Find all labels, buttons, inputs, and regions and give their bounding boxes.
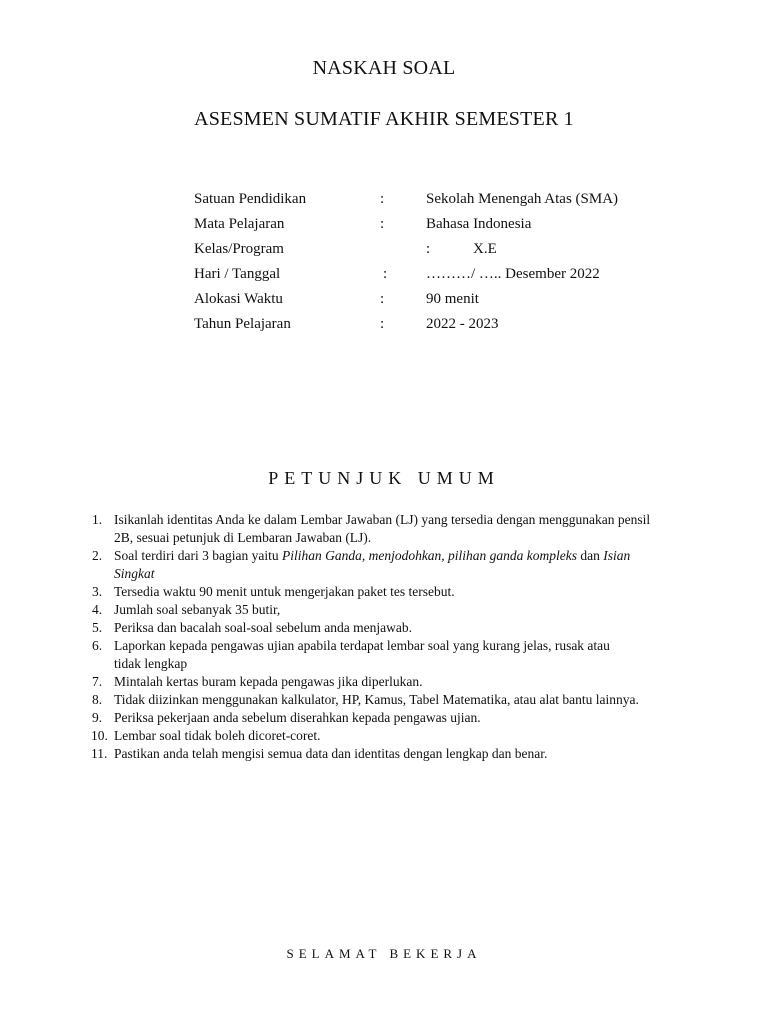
info-row-satuan: [194, 191, 674, 216]
list-number: 5.: [92, 620, 103, 635]
list-item: [92, 709, 702, 727]
list-text: Lembar soal tidak boleh dicoret-coret.: [114, 728, 321, 743]
info-row-tahun: [194, 316, 674, 341]
list-number: 10.: [91, 728, 108, 743]
instructions-list: [92, 511, 702, 763]
closing-text: SELAMAT BEKERJA: [286, 946, 482, 961]
list-item: [92, 511, 702, 547]
info-row-mapel: [194, 216, 674, 241]
list-item: [92, 673, 702, 691]
list-item: [92, 637, 702, 673]
list-item: [92, 601, 702, 619]
list-item: [92, 547, 702, 583]
info-colon: :: [380, 216, 385, 232]
list-number: 9.: [92, 710, 103, 725]
list-text: Jumlah soal sebanyak 35 butir,: [114, 602, 281, 617]
list-number: 3.: [92, 584, 103, 599]
list-item: [92, 619, 702, 637]
list-text: Periksa dan bacalah soal-soal sebelum anda menjawab.: [114, 620, 413, 635]
list-text: Isikanlah identitas Anda ke dalam Lembar Jawaban (LJ) yang tersedia dengan menggunakan pensil: [114, 512, 651, 527]
list-item: [92, 745, 702, 763]
list-text: Laporkan kepada pengawas ujian apabila terdapat lembar soal yang kurang jelas, rusak atau: [114, 638, 610, 653]
list-item: [92, 727, 702, 745]
document-title: NASKAH SOAL: [312, 57, 456, 79]
list-text: Tersedia waktu 90 menit untuk mengerjakan paket tes tersebut.: [114, 584, 455, 599]
info-row-kelas: [194, 241, 674, 266]
info-colon: :: [380, 191, 385, 207]
list-number: 7.: [92, 674, 103, 689]
info-label: Satuan Pendidikan: [194, 191, 307, 207]
list-item: [92, 691, 702, 709]
list-text: Mintalah kertas buram kepada pengawas jika diperlukan.: [114, 674, 423, 689]
list-number: 4.: [92, 602, 103, 617]
list-number: 11.: [91, 746, 108, 761]
list-text: 2B, sesuai petunjuk di Lembaran Jawaban (LJ).: [114, 530, 372, 545]
info-label: Mata Pelajaran: [194, 216, 285, 232]
info-colon: :: [426, 241, 431, 257]
info-label: Alokasi Waktu: [194, 291, 283, 307]
instructions-heading: PETUNJUK UMUM: [268, 468, 500, 488]
info-value: Sekolah Menengah Atas (SMA): [426, 191, 619, 207]
info-colon: :: [380, 291, 385, 307]
list-number: 1.: [92, 512, 103, 527]
info-value: 2022 - 2023: [426, 316, 499, 332]
list-text: Pastikan anda telah mengisi semua data dan identitas dengan lengkap dan benar.: [114, 746, 548, 761]
info-colon: :: [383, 266, 388, 282]
info-label: Tahun Pelajaran: [194, 316, 291, 332]
list-number: 8.: [92, 692, 103, 707]
list-text: tidak lengkap: [114, 656, 188, 671]
info-value: X.E: [473, 241, 497, 257]
info-colon: :: [380, 316, 385, 332]
list-number: 6.: [92, 638, 103, 653]
info-label: Hari / Tanggal: [194, 266, 281, 282]
list-text: dan: [577, 548, 604, 563]
document-subtitle: ASESMEN SUMATIF AKHIR SEMESTER 1: [194, 108, 574, 130]
info-row-hari: [194, 266, 674, 291]
list-item: [92, 583, 702, 601]
info-value: 90 menit: [426, 291, 479, 307]
info-label: Kelas/Program: [194, 241, 284, 257]
list-text-italic: Singkat: [114, 566, 155, 581]
info-row-alokasi: [194, 291, 674, 316]
list-number: 2.: [92, 548, 103, 563]
list-text-italic: Isian: [603, 548, 631, 563]
list-text-italic: Pilihan Ganda, menjodohkan, pilihan ganda kompleks: [281, 548, 578, 563]
list-text: Periksa pekerjaan anda sebelum diserahkan kepada pengawas ujian.: [114, 710, 481, 725]
info-value: ………/ ….. Desember 2022: [426, 266, 600, 282]
list-text: Tidak diizinkan menggunakan kalkulator, HP, Kamus, Tabel Matematika, atau alat bantu lainnya.: [114, 692, 639, 707]
info-value: Bahasa Indonesia: [426, 216, 532, 232]
exam-info-table: [194, 191, 674, 341]
list-text: Soal terdiri dari 3 bagian yaitu: [114, 548, 282, 563]
